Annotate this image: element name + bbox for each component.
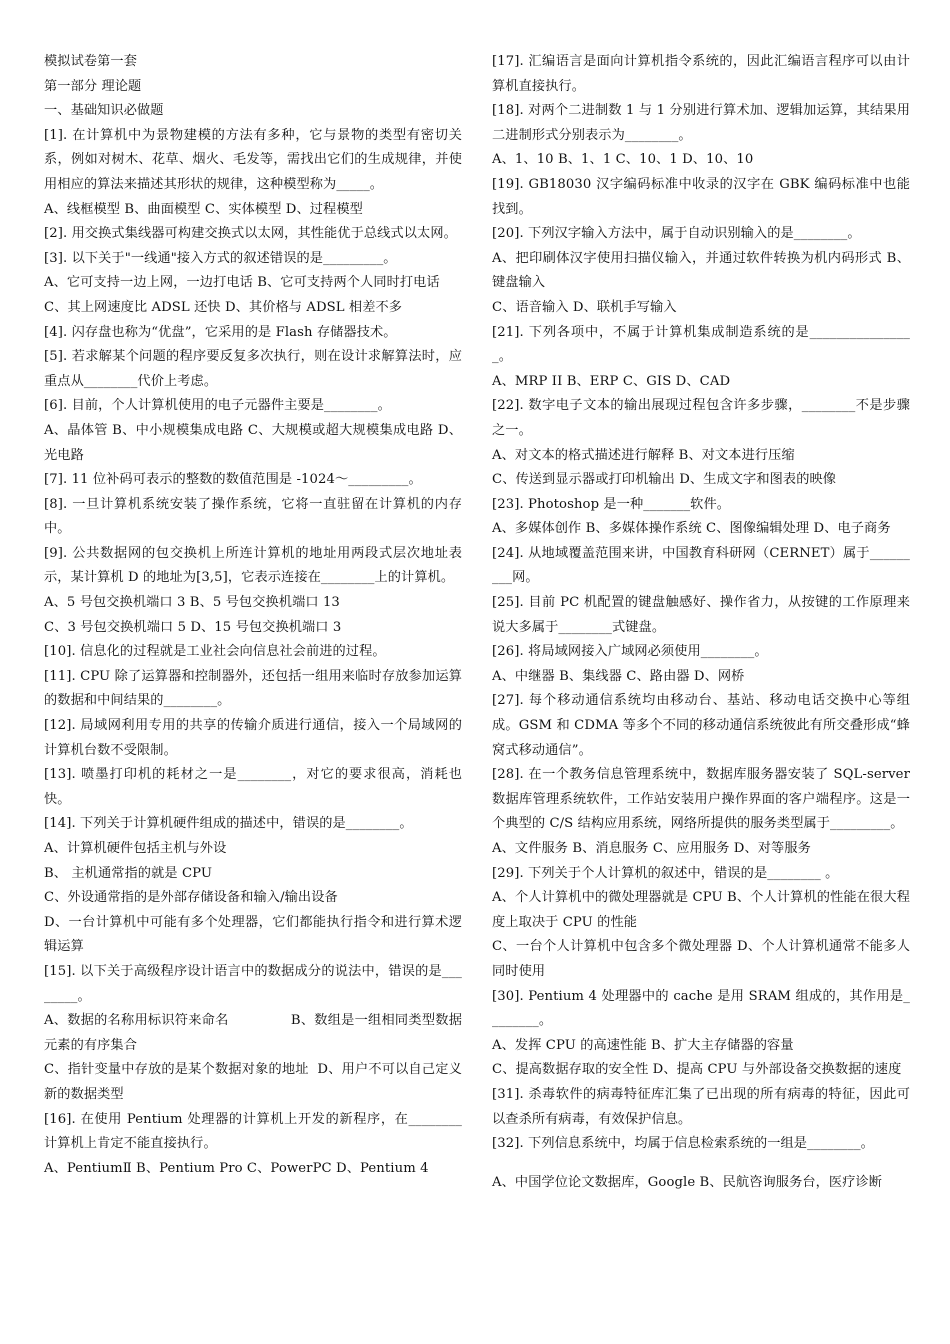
text-paragraph: 模拟试卷第一套 xyxy=(44,54,138,69)
text-paragraph: [10]. 信息化的过程就是工业社会向信息社会前进的过程。 xyxy=(44,644,386,660)
text-paragraph: [32]. 下列信息系统中，均属于信息检索系统的一组是________。 xyxy=(492,1136,874,1152)
right-column xyxy=(492,50,915,1195)
text-paragraph: A、5 号包交换机端口 3 B、5 号包交换机端口 13 xyxy=(44,595,340,611)
text-paragraph: [9]. 公共数据网的包交换机上所连计算机的地址用两段式层次地址表示，某计算机 D 的地址为[3,5]，它表示连接在________上的计算机。 xyxy=(44,545,462,586)
text-paragraph: [26]. 将局域网接入广域网必须使用________。 xyxy=(492,644,768,660)
text-paragraph: C、3 号包交换机端口 5 D、15 号包交换机端口 3 xyxy=(44,619,342,635)
text-paragraph: [22]. 数字电子文本的输出展现过程包含许多步骤，________不是步骤之一。 xyxy=(492,398,910,438)
text-paragraph: A、发挥 CPU 的高速性能 B、扩大主存储器的容量 xyxy=(492,1037,794,1053)
left-column xyxy=(44,50,462,1181)
text-paragraph: C、传送到显示器或打印机输出 D、生成文字和图表的映像 xyxy=(492,472,837,488)
text-paragraph: A、对文本的格式描述进行解释 B、对文本进行压缩 xyxy=(492,447,795,463)
text-paragraph: [19]. GB18030 汉字编码标准中收录的汉字在 GBK 编码标准中也能找到。 xyxy=(492,176,910,217)
text-paragraph: [5]. 若求解某个问题的程序要反复多次执行，则在设计求解算法时，应重点从________代价上考虑。 xyxy=(44,349,462,389)
text-paragraph: A、PentiumⅡ B、Pentium Pro C、PowerPC D、Pentium 4 xyxy=(44,1160,429,1176)
text-paragraph: A、多媒体创作 B、多媒体操作系统 C、图像编辑处理 D、电子商务 xyxy=(492,521,891,537)
text-paragraph: [7]. 11 位补码可表示的整数的数值范围是 -1024～_________。 xyxy=(44,472,422,488)
text-paragraph: [1]. 在计算机中为景物建模的方法有多种，它与景物的类型有密切关系，例如对树木、花草、烟火、毛发等，需找出它们的生成规律，并使用相应的算法来描述其形状的规律，这种模型称为_____。 xyxy=(44,127,462,192)
text-paragraph: A、中继器 B、集线器 C、路由器 D、网桥 xyxy=(492,668,745,684)
text-paragraph: [6]. 目前，个人计算机使用的电子元器件主要是________。 xyxy=(44,398,391,414)
text-paragraph: A、中国学位论文数据库，Google B、民航咨询服务台，医疗诊断 xyxy=(492,1174,883,1190)
text-paragraph: C、外设通常指的是外部存储设备和输入/输出设备 xyxy=(44,890,338,906)
text-paragraph: A、个人计算机中的微处理器就是 CPU B、个人计算机的性能在很大程度上取决于 CPU 的性能 xyxy=(492,890,910,930)
text-paragraph: [14]. 下列关于计算机硬件组成的描述中，错误的是________。 xyxy=(44,816,413,832)
text-paragraph: [18]. 对两个二进制数 1 与 1 分别进行算术加、逻辑加运算，其结果用二进制形式分别表示为________。 xyxy=(492,103,910,143)
text-paragraph: [30]. Pentium 4 处理器中的 cache 是用 SRAM 组成的，其作用是________。 xyxy=(492,988,910,1029)
text-paragraph: [2]. 用交换式集线器可构建交换式以太网，其性能优于总线式以太网。 xyxy=(44,226,457,242)
text-paragraph: C、其上网速度比 ADSL 还快 D、其价格与 ADSL 相差不多 xyxy=(44,299,403,315)
text-paragraph: [23]. Photoshop 是一种_______软件。 xyxy=(492,496,731,512)
text-paragraph: 第一部分 理论题 xyxy=(44,78,142,94)
text-paragraph: A、数据的名称用标识符来命名 B、数组是一组相同类型数据元素的有序集合 xyxy=(44,1013,462,1053)
text-paragraph: A、把印刷体汉字使用扫描仪输入，并通过软件转换为机内码形式 B、键盘输入 xyxy=(492,250,910,291)
text-paragraph: [13]. 喷墨打印机的耗材之一是________，对它的要求很高，消耗也快。 xyxy=(44,767,462,807)
text-paragraph: [20]. 下列汉字输入方法中，属于自动识别输入的是________。 xyxy=(492,226,861,242)
text-paragraph: A、晶体管 B、中小规模集成电路 C、大规模或超大规模集成电路 D、光电路 xyxy=(44,422,462,463)
text-paragraph: [29]. 下列关于个人计算机的叙述中，错误的是________ 。 xyxy=(492,865,839,881)
text-paragraph: A、1、10 B、1、1 C、10、1 D、10、10 xyxy=(492,152,754,168)
text-paragraph: A、线框模型 B、曲面模型 C、实体模型 D、过程模型 xyxy=(44,201,363,217)
text-paragraph: [16]. 在使用 Pentium 处理器的计算机上开发的新程序，在________计算机上肯定不能直接执行。 xyxy=(44,1111,462,1152)
text-paragraph: D、一台计算机中可能有多个处理器，它们都能执行指令和进行算术逻辑运算 xyxy=(44,914,462,955)
text-paragraph: [24]. 从地域覆盖范围来讲，中国教育科研网（CERNET）属于_________网。 xyxy=(492,545,910,586)
text-paragraph: [3]. 以下关于"一线通"接入方式的叙述错误的是_________。 xyxy=(44,250,397,266)
text-paragraph: [8]. 一旦计算机系统安装了操作系统，它将一直驻留在计算机的内存中。 xyxy=(44,496,462,537)
text-paragraph: A、计算机硬件包括主机与外设 xyxy=(44,841,227,856)
text-paragraph: C、指针变量中存放的是某个数据对象的地址 D、用户不可以自己定义新的数据类型 xyxy=(44,1062,462,1102)
text-paragraph: [11]. CPU 除了运算器和控制器外，还包括一组用来临时存放参加运算的数据和中间结果的________。 xyxy=(44,668,462,709)
text-paragraph: C、提高数据存取的安全性 D、提高 CPU 与外部设备交换数据的速度 xyxy=(492,1062,902,1078)
text-paragraph: [21]. 下列各项中，不属于计算机集成制造系统的是________________。 xyxy=(492,324,910,365)
text-paragraph: [27]. 每个移动通信系统均由移动台、基站、移动电话交换中心等组成。GSM 和 CDMA 等多个不同的移动通信系统彼此有所交叠形成“蜂窝式移动通信”。 xyxy=(492,693,910,758)
text-paragraph: [15]. 以下关于高级程序设计语言中的数据成分的说法中，错误的是________。 xyxy=(44,963,462,1004)
text-paragraph: C、语音输入 D、联机手写输入 xyxy=(492,299,677,315)
text-paragraph: A、它可支持一边上网，一边打电话 B、它可支持两个人同时打电话 xyxy=(44,275,440,291)
text-paragraph: C、一台个人计算机中包含多个微处理器 D、个人计算机通常不能多人同时使用 xyxy=(492,939,910,979)
text-paragraph: [25]. 目前 PC 机配置的键盘触感好、操作省力，从按键的工作原理来说大多属于________式键盘。 xyxy=(492,595,910,635)
text-paragraph: B、 主机通常指的就是 CPU xyxy=(44,865,213,881)
text-paragraph: A、文件服务 B、消息服务 C、应用服务 D、对等服务 xyxy=(492,841,811,856)
text-paragraph: [31]. 杀毒软件的病毒特征库汇集了已出现的所有病毒的特征，因此可以查杀所有病毒，有效保护信息。 xyxy=(492,1086,910,1127)
text-paragraph: [17]. 汇编语言是面向计算机指令系统的，因此汇编语言程序可以由计算机直接执行。 xyxy=(492,54,910,94)
text-paragraph: A、MRP II B、ERP C、GIS D、CAD xyxy=(492,373,731,389)
text-paragraph: 一、基础知识必做题 xyxy=(44,103,164,119)
text-paragraph: [28]. 在一个教务信息管理系统中，数据库服务器安装了 SQL-server 数据库管理系统软件，工作站安装用户操作界面的客户端程序。这是一个典型的 C/S 结构应用系统，网络所提供的服务类型属于_________。 xyxy=(492,767,915,832)
text-paragraph: [12]. 局域网利用专用的共享的传输介质进行通信，接入一个局域网的计算机台数不受限制。 xyxy=(44,718,462,758)
text-paragraph: [4]. 闪存盘也称为“优盘”，它采用的是 Flash 存储器技术。 xyxy=(44,324,397,340)
